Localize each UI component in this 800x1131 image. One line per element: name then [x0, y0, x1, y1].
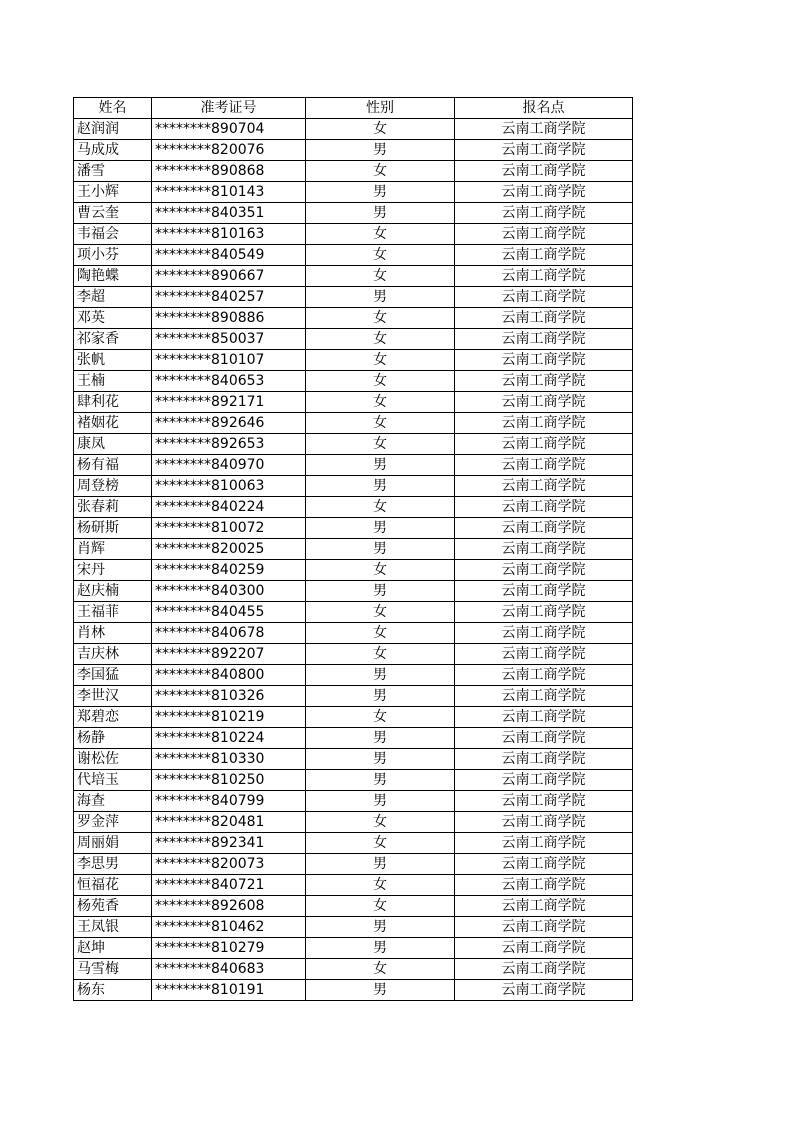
cell-gender: 女	[306, 875, 455, 896]
table-row	[74, 686, 633, 707]
table-row	[74, 350, 633, 371]
cell-exam-id: ********840549	[152, 245, 306, 266]
cell-site: 云南工商学院	[455, 644, 633, 665]
table-row	[74, 749, 633, 770]
cell-name: 张帆	[74, 350, 152, 371]
cell-site: 云南工商学院	[455, 329, 633, 350]
cell-gender: 男	[306, 791, 455, 812]
table-body	[74, 119, 633, 1001]
table-row	[74, 917, 633, 938]
cell-site: 云南工商学院	[455, 266, 633, 287]
cell-site: 云南工商学院	[455, 665, 633, 686]
cell-exam-id: ********810330	[152, 749, 306, 770]
table-row	[74, 182, 633, 203]
cell-exam-id: ********840799	[152, 791, 306, 812]
cell-gender: 女	[306, 812, 455, 833]
cell-name: 肖辉	[74, 539, 152, 560]
cell-site: 云南工商学院	[455, 119, 633, 140]
cell-site: 云南工商学院	[455, 917, 633, 938]
table-row	[74, 413, 633, 434]
cell-site: 云南工商学院	[455, 602, 633, 623]
cell-site: 云南工商学院	[455, 728, 633, 749]
cell-site: 云南工商学院	[455, 518, 633, 539]
cell-exam-id: ********840259	[152, 560, 306, 581]
table-row	[74, 329, 633, 350]
cell-name: 宋丹	[74, 560, 152, 581]
cell-name: 赵润润	[74, 119, 152, 140]
cell-exam-id: ********810107	[152, 350, 306, 371]
cell-name: 周丽娟	[74, 833, 152, 854]
cell-site: 云南工商学院	[455, 581, 633, 602]
cell-site: 云南工商学院	[455, 875, 633, 896]
cell-name: 杨静	[74, 728, 152, 749]
table-row	[74, 875, 633, 896]
cell-gender: 女	[306, 371, 455, 392]
table-row	[74, 392, 633, 413]
cell-exam-id: ********840683	[152, 959, 306, 980]
cell-exam-id: ********840721	[152, 875, 306, 896]
table-row	[74, 896, 633, 917]
table-row	[74, 476, 633, 497]
cell-exam-id: ********810326	[152, 686, 306, 707]
cell-site: 云南工商学院	[455, 245, 633, 266]
cell-gender: 男	[306, 287, 455, 308]
cell-name: 罗金萍	[74, 812, 152, 833]
table-row	[74, 665, 633, 686]
cell-gender: 男	[306, 140, 455, 161]
cell-site: 云南工商学院	[455, 854, 633, 875]
cell-name: 郑碧恋	[74, 707, 152, 728]
table-row	[74, 518, 633, 539]
table-row	[74, 644, 633, 665]
table-row	[74, 791, 633, 812]
table-row	[74, 980, 633, 1001]
cell-site: 云南工商学院	[455, 686, 633, 707]
cell-exam-id: ********890886	[152, 308, 306, 329]
cell-name: 海查	[74, 791, 152, 812]
cell-gender: 男	[306, 749, 455, 770]
table-row	[74, 581, 633, 602]
table-row	[74, 959, 633, 980]
cell-exam-id: ********840800	[152, 665, 306, 686]
cell-name: 李国猛	[74, 665, 152, 686]
candidate-table	[73, 97, 633, 1001]
cell-site: 云南工商学院	[455, 959, 633, 980]
table-row	[74, 434, 633, 455]
cell-exam-id: ********840455	[152, 602, 306, 623]
table-row	[74, 140, 633, 161]
cell-exam-id: ********892171	[152, 392, 306, 413]
cell-name: 杨研斯	[74, 518, 152, 539]
table-row	[74, 539, 633, 560]
table-row	[74, 119, 633, 140]
cell-name: 马成成	[74, 140, 152, 161]
cell-gender: 男	[306, 665, 455, 686]
table-row	[74, 602, 633, 623]
cell-exam-id: ********840257	[152, 287, 306, 308]
header-gender: 性别	[306, 98, 455, 119]
cell-site: 云南工商学院	[455, 896, 633, 917]
cell-gender: 女	[306, 413, 455, 434]
cell-exam-id: ********840224	[152, 497, 306, 518]
cell-name: 韦福会	[74, 224, 152, 245]
cell-site: 云南工商学院	[455, 707, 633, 728]
table-row	[74, 707, 633, 728]
cell-gender: 男	[306, 980, 455, 1001]
cell-exam-id: ********892653	[152, 434, 306, 455]
cell-name: 肆利花	[74, 392, 152, 413]
cell-exam-id: ********892341	[152, 833, 306, 854]
cell-exam-id: ********810224	[152, 728, 306, 749]
cell-site: 云南工商学院	[455, 203, 633, 224]
cell-gender: 女	[306, 266, 455, 287]
cell-exam-id: ********810191	[152, 980, 306, 1001]
cell-name: 李世汉	[74, 686, 152, 707]
cell-site: 云南工商学院	[455, 980, 633, 1001]
table-row	[74, 728, 633, 749]
cell-site: 云南工商学院	[455, 812, 633, 833]
table-row	[74, 833, 633, 854]
cell-name: 杨苑香	[74, 896, 152, 917]
cell-site: 云南工商学院	[455, 497, 633, 518]
table-row	[74, 161, 633, 182]
cell-exam-id: ********892608	[152, 896, 306, 917]
table-row	[74, 497, 633, 518]
cell-exam-id: ********810462	[152, 917, 306, 938]
cell-gender: 女	[306, 308, 455, 329]
cell-name: 邓英	[74, 308, 152, 329]
cell-name: 代培玉	[74, 770, 152, 791]
table-row	[74, 854, 633, 875]
cell-gender: 男	[306, 518, 455, 539]
cell-site: 云南工商学院	[455, 833, 633, 854]
cell-site: 云南工商学院	[455, 476, 633, 497]
cell-site: 云南工商学院	[455, 623, 633, 644]
cell-name: 杨东	[74, 980, 152, 1001]
cell-exam-id: ********820073	[152, 854, 306, 875]
header-name: 姓名	[74, 98, 152, 119]
cell-exam-id: ********890667	[152, 266, 306, 287]
cell-site: 云南工商学院	[455, 308, 633, 329]
table-row	[74, 938, 633, 959]
cell-exam-id: ********820481	[152, 812, 306, 833]
header-site: 报名点	[455, 98, 633, 119]
cell-gender: 男	[306, 476, 455, 497]
cell-name: 吉庆林	[74, 644, 152, 665]
cell-gender: 男	[306, 539, 455, 560]
table-row	[74, 287, 633, 308]
cell-exam-id: ********890704	[152, 119, 306, 140]
cell-name: 赵坤	[74, 938, 152, 959]
cell-exam-id: ********820025	[152, 539, 306, 560]
cell-name: 王凤银	[74, 917, 152, 938]
cell-site: 云南工商学院	[455, 938, 633, 959]
cell-gender: 男	[306, 182, 455, 203]
cell-name: 祁家香	[74, 329, 152, 350]
cell-name: 王小辉	[74, 182, 152, 203]
table-row	[74, 245, 633, 266]
cell-name: 周登榜	[74, 476, 152, 497]
cell-gender: 女	[306, 434, 455, 455]
cell-exam-id: ********820076	[152, 140, 306, 161]
cell-gender: 男	[306, 581, 455, 602]
cell-gender: 女	[306, 560, 455, 581]
table-row	[74, 203, 633, 224]
cell-site: 云南工商学院	[455, 182, 633, 203]
cell-site: 云南工商学院	[455, 224, 633, 245]
cell-name: 项小芬	[74, 245, 152, 266]
cell-gender: 男	[306, 686, 455, 707]
cell-site: 云南工商学院	[455, 560, 633, 581]
table-row	[74, 812, 633, 833]
cell-name: 马雪梅	[74, 959, 152, 980]
table-row	[74, 623, 633, 644]
cell-gender: 男	[306, 938, 455, 959]
cell-exam-id: ********850037	[152, 329, 306, 350]
cell-site: 云南工商学院	[455, 140, 633, 161]
cell-gender: 女	[306, 959, 455, 980]
cell-exam-id: ********810219	[152, 707, 306, 728]
cell-exam-id: ********840970	[152, 455, 306, 476]
header-id: 准考证号	[152, 98, 306, 119]
table-row	[74, 266, 633, 287]
table-row	[74, 770, 633, 791]
cell-site: 云南工商学院	[455, 770, 633, 791]
cell-name: 赵庆楠	[74, 581, 152, 602]
cell-name: 陶艳蝶	[74, 266, 152, 287]
cell-site: 云南工商学院	[455, 791, 633, 812]
cell-exam-id: ********810250	[152, 770, 306, 791]
cell-gender: 男	[306, 728, 455, 749]
header-row	[74, 98, 633, 119]
cell-gender: 女	[306, 329, 455, 350]
cell-exam-id: ********840300	[152, 581, 306, 602]
cell-exam-id: ********810279	[152, 938, 306, 959]
cell-name: 王福菲	[74, 602, 152, 623]
cell-name: 恒福花	[74, 875, 152, 896]
cell-name: 李思男	[74, 854, 152, 875]
cell-gender: 男	[306, 917, 455, 938]
cell-name: 张春莉	[74, 497, 152, 518]
cell-exam-id: ********810143	[152, 182, 306, 203]
cell-gender: 女	[306, 602, 455, 623]
cell-name: 杨有福	[74, 455, 152, 476]
table-header	[74, 98, 633, 119]
cell-exam-id: ********840351	[152, 203, 306, 224]
cell-exam-id: ********810072	[152, 518, 306, 539]
cell-gender: 女	[306, 392, 455, 413]
cell-site: 云南工商学院	[455, 371, 633, 392]
cell-gender: 女	[306, 896, 455, 917]
cell-site: 云南工商学院	[455, 161, 633, 182]
cell-site: 云南工商学院	[455, 287, 633, 308]
cell-gender: 女	[306, 707, 455, 728]
cell-exam-id: ********810163	[152, 224, 306, 245]
cell-gender: 女	[306, 350, 455, 371]
cell-name: 肖林	[74, 623, 152, 644]
cell-site: 云南工商学院	[455, 413, 633, 434]
table-row	[74, 455, 633, 476]
cell-gender: 男	[306, 203, 455, 224]
cell-name: 李超	[74, 287, 152, 308]
cell-site: 云南工商学院	[455, 539, 633, 560]
cell-exam-id: ********840678	[152, 623, 306, 644]
cell-site: 云南工商学院	[455, 350, 633, 371]
cell-site: 云南工商学院	[455, 455, 633, 476]
cell-gender: 女	[306, 245, 455, 266]
cell-exam-id: ********810063	[152, 476, 306, 497]
cell-gender: 男	[306, 455, 455, 476]
table-row	[74, 560, 633, 581]
cell-name: 王楠	[74, 371, 152, 392]
cell-name: 谢松佐	[74, 749, 152, 770]
cell-gender: 男	[306, 854, 455, 875]
cell-name: 曹云奎	[74, 203, 152, 224]
cell-gender: 男	[306, 770, 455, 791]
cell-gender: 女	[306, 833, 455, 854]
cell-gender: 女	[306, 119, 455, 140]
table-row	[74, 224, 633, 245]
cell-name: 康凤	[74, 434, 152, 455]
cell-gender: 女	[306, 623, 455, 644]
cell-name: 潘雪	[74, 161, 152, 182]
cell-exam-id: ********892646	[152, 413, 306, 434]
cell-exam-id: ********892207	[152, 644, 306, 665]
table-row	[74, 371, 633, 392]
table-row	[74, 308, 633, 329]
cell-site: 云南工商学院	[455, 749, 633, 770]
cell-gender: 女	[306, 224, 455, 245]
cell-exam-id: ********890868	[152, 161, 306, 182]
cell-gender: 女	[306, 497, 455, 518]
cell-site: 云南工商学院	[455, 434, 633, 455]
cell-name: 褚姻花	[74, 413, 152, 434]
cell-site: 云南工商学院	[455, 392, 633, 413]
cell-gender: 女	[306, 644, 455, 665]
cell-exam-id: ********840653	[152, 371, 306, 392]
cell-gender: 女	[306, 161, 455, 182]
